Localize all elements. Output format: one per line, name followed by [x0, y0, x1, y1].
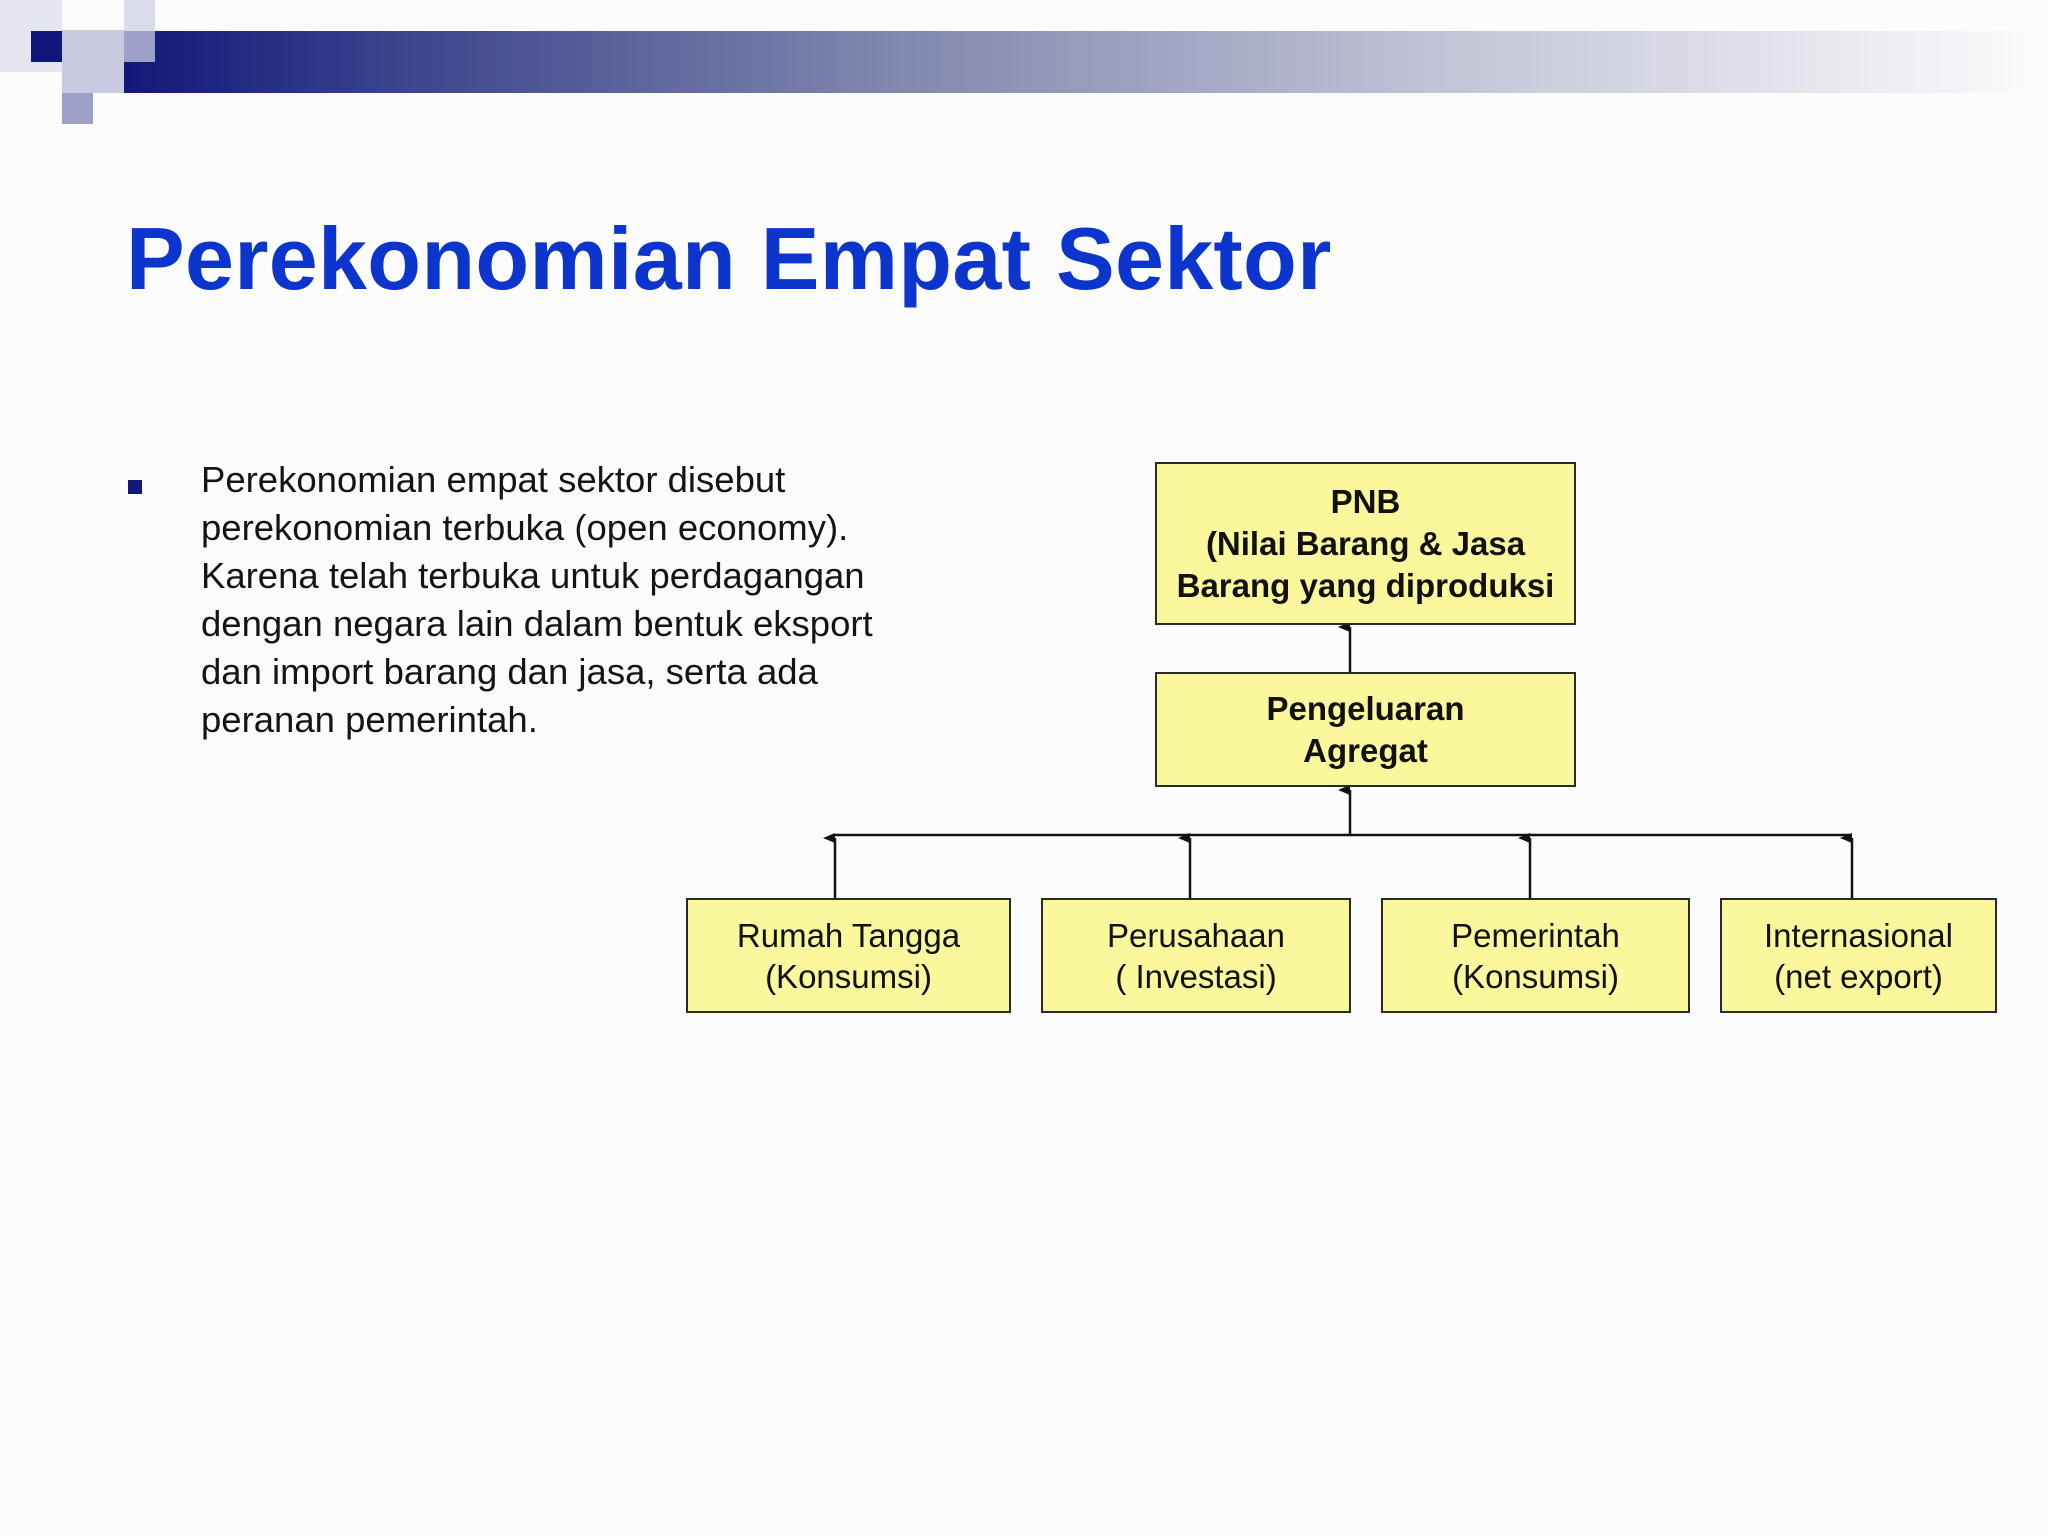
- sector-box-line: Perusahaan: [1107, 916, 1285, 954]
- bullet-line: Perekonomian empat sektor disebut: [201, 459, 786, 500]
- pnb-box-line: Barang yang diproduksi: [1176, 566, 1555, 604]
- bullet-line: dan import barang dan jasa, serta ada: [201, 651, 818, 692]
- sector-box-perusahaan: [1041, 898, 1351, 1013]
- bullet-line: peranan pemerintah.: [201, 699, 538, 740]
- bullet-line: dengan negara lain dalam bentuk eksport: [201, 603, 873, 644]
- bullet-line: Karena telah terbuka untuk perdagangan: [201, 555, 865, 596]
- sector-box-line: (Konsumsi): [765, 957, 932, 995]
- sector-box-line: (net export): [1774, 957, 1943, 995]
- sector-box-line: ( Investasi): [1115, 957, 1277, 995]
- pnb-box-line: PNB: [1330, 482, 1401, 520]
- pengeluaran-agregat-box: [1155, 672, 1576, 787]
- sector-box-line: (Konsumsi): [1452, 957, 1619, 995]
- sector-box-line: Internasional: [1764, 916, 1953, 954]
- slide-title: Perekonomian Empat Sektor: [126, 209, 1332, 308]
- sector-box-line: Pemerintah: [1451, 916, 1620, 954]
- sector-box-rumah-tangga: [686, 898, 1011, 1013]
- pnb-box-line: (Nilai Barang & Jasa: [1205, 524, 1526, 562]
- pengeluaran-box-line: Agregat: [1303, 731, 1428, 769]
- sector-box-internasional: [1720, 898, 1997, 1013]
- pengeluaran-box-line: Pengeluaran: [1266, 689, 1465, 727]
- sector-box-line: Rumah Tangga: [736, 916, 961, 954]
- sector-box-pemerintah: [1381, 898, 1690, 1013]
- bullet-line: perekonomian terbuka (open economy).: [201, 507, 849, 548]
- pnb-box: [1155, 462, 1576, 625]
